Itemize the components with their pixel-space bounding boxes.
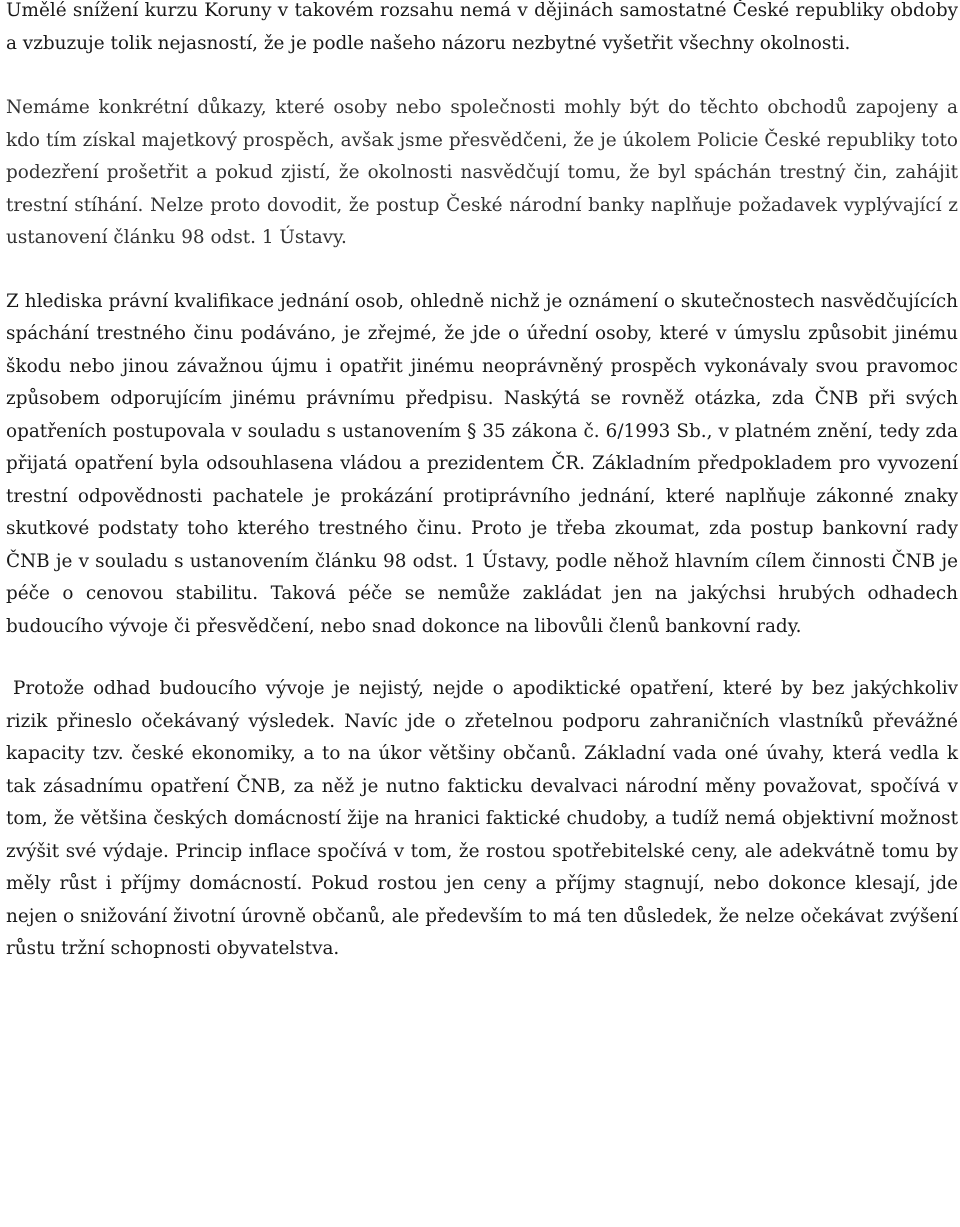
paragraph-economic-argument: Protože odhad budoucího vývoje je nejistý, nejde o apodiktické opatření, které by bez jakýchkoliv rizik přineslo očekávaný výsledek. Navíc jde o zřetelnou podporu zahraničních vlastníků převážné kapacity tzv. české ekonomiky, a to na úkor většiny občanů. Základní vada oné úvahy, která vedla k tak zásadnímu opatření ČNB, za něž je nutno fakticku devalvaci národní měny považovat, spočívá v tom, že většina českých domácností žije na hranici faktické chudoby, a tudíž nemá objektivní možnost zvýšit své výdaje. Princip inflace spočívá v tom, že rostou spotřebitelské ceny, ale adekvátně tomu by měly růst i příjmy domácností. Pokud rostou jen ceny a příjmy stagnují, nebo dokonce klesají, jde nejen o snižování životní úrovně občanů, ale především to má ten důsledek, že nelze očekávat zvýšení růstu tržní schopnosti obyvatelstva. [6, 678, 958, 959]
paragraph-evidence: Nemáme konkrétní důkazy, které osoby nebo společnosti mohly být do těchto obchodů zapojeny a kdo tím získal majetkový prospěch, avšak jsme přesvědčeni, že je úkolem Policie České republiky toto podezření prošetřit a pokud zjistí, že okolnosti nasvědčují tomu, že byl spáchán trestný čin, zahájit trestní stíhání. Nelze proto dovodit, že postup České národní banky naplňuje požadavek vyplývající z ustanovení článku 98 odst. 1 Ústavy. [6, 97, 958, 248]
paragraph-intro: Umělé snížení kurzu Koruny v takovém rozsahu nemá v dějinách samostatné České republiky obdoby a vzbuzuje tolik nejasností, že je podle našeho názoru nezbytné vyšetřit všechny okolnosti. [6, 0, 958, 54]
paragraph-legal-qualification: Z hlediska právní kvalifikace jednání osob, ohledně nichž je oznámení o skutečnostech nasvědčujících spáchání trestného činu podáváno, je zřejmé, že jde o úřední osoby, které v úmyslu způsobit jinému škodu nebo jinou závažnou újmu i opatřit jinému neoprávněný prospěch vykonávaly svou pravomoc způsobem odporujícím jinému právnímu předpisu. Naskýtá se rovněž otázka, zda ČNB při svých opatřeních postupovala v souladu s ustanovením § 35 zákona č. 6/1993 Sb., v platném znění, tedy zda přijatá opatření byla odsouhlasena vládou a prezidentem ČR. Základním předpokladem pro vyvození trestní odpovědnosti pachatele je prokázání protiprávního jednání, které naplňuje zákonné znaky skutkové podstaty toho kterého trestného činu. Proto je třeba zkoumat, zda postup bankovní rady ČNB je v souladu s ustanovením článku 98 odst. 1 Ústavy, podle něhož hlavním cílem činnosti ČNB je péče o cenovou stabilitu. Taková péče se nemůže zakládat jen na jakýchsi hrubých odhadech budoucího vývoje či přesvědčení, nebo snad dokonce na libovůli členů bankovní rady. [6, 290, 958, 637]
